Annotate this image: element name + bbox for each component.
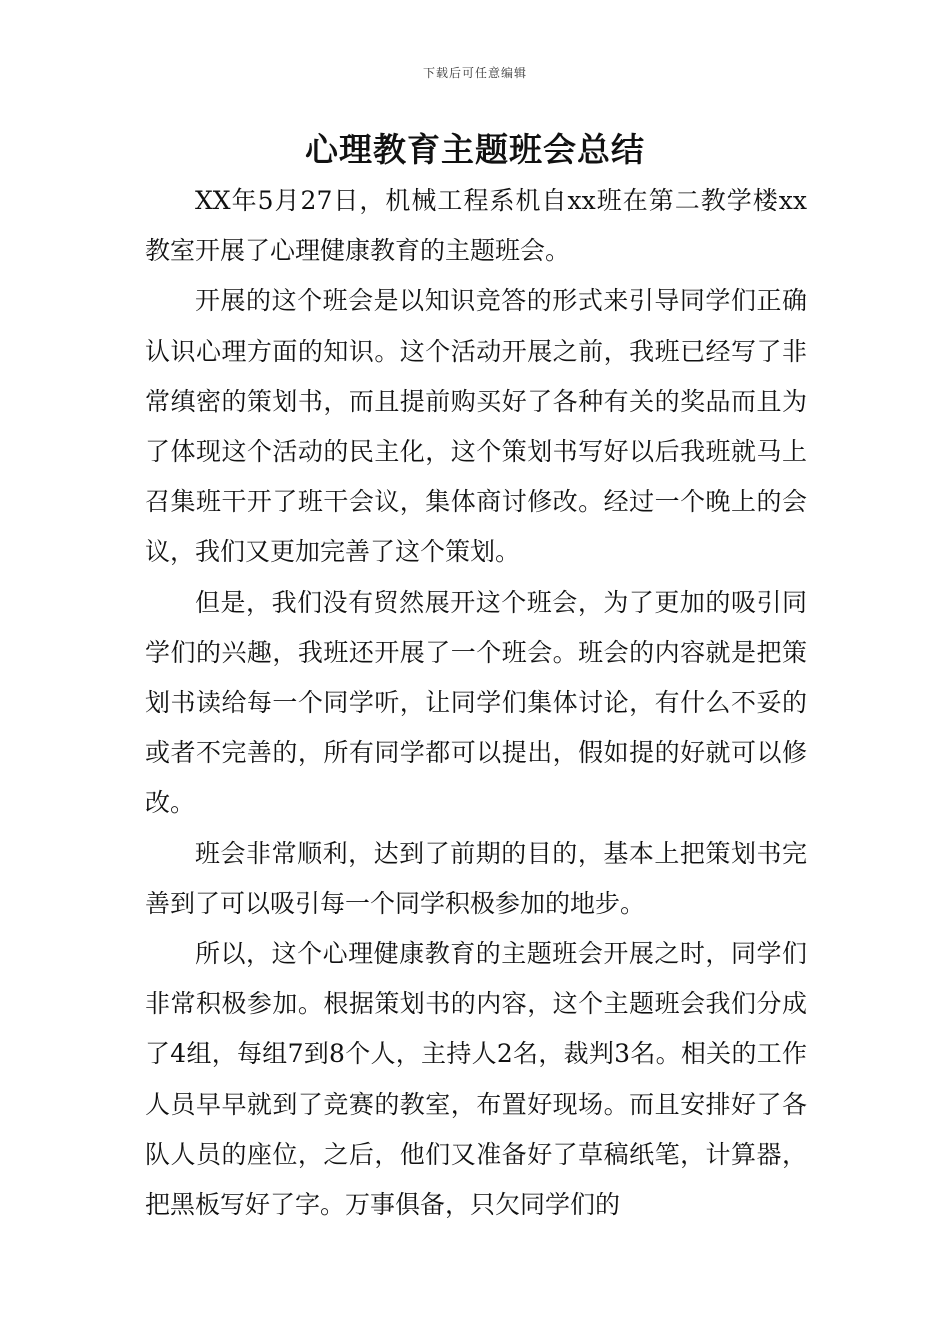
paragraph: 开展的这个班会是以知识竞答的形式来引导同学们正确认识心理方面的知识。这个活动开展之前，我班已经写了非常缜密的策划书，而且提前购买好了各种有关的奖品而且为了体现这个活动的民主化，这个策划书写好以后我班就马上召集班干开了班干会议，集体商讨修改。经过一个晚上的会议，我们又更加完善了这个策划。 xyxy=(145,286,807,567)
paragraph: 所以，这个心理健康教育的主题班会开展之时，同学们非常积极参加。根据策划书的内容，这个主题班会我们分成了4组，每组7到8个人，主持人2名，裁判3名。相关的工作人员早早就到了竞赛的教室，布置好现场。而且安排好了各队人员的座位，之后，他们又准备好了草稿纸笔，计算器，把黑板写好了字。万事俱备，只欠同学们的 xyxy=(145,939,807,1220)
header-note: 下载后可任意编辑 xyxy=(422,66,527,80)
paragraph: 班会非常顺利，达到了前期的目的，基本上把策划书完善到了可以吸引每一个同学积极参加的地步。 xyxy=(145,838,807,918)
document-title: 心理教育主题班会总结 xyxy=(305,130,645,169)
document-body xyxy=(145,176,807,1230)
paragraph: XX年5月27日，机械工程系机自xx班在第二教学楼xx教室开展了心理健康教育的主题班会。 xyxy=(145,186,807,266)
paragraph: 但是，我们没有贸然展开这个班会，为了更加的吸引同学们的兴趣，我班还开展了一个班会。班会的内容就是把策划书读给每一个同学听，让同学们集体讨论，有什么不妥的或者不完善的，所有同学都可以提出，假如提的好就可以修改。 xyxy=(145,587,807,818)
